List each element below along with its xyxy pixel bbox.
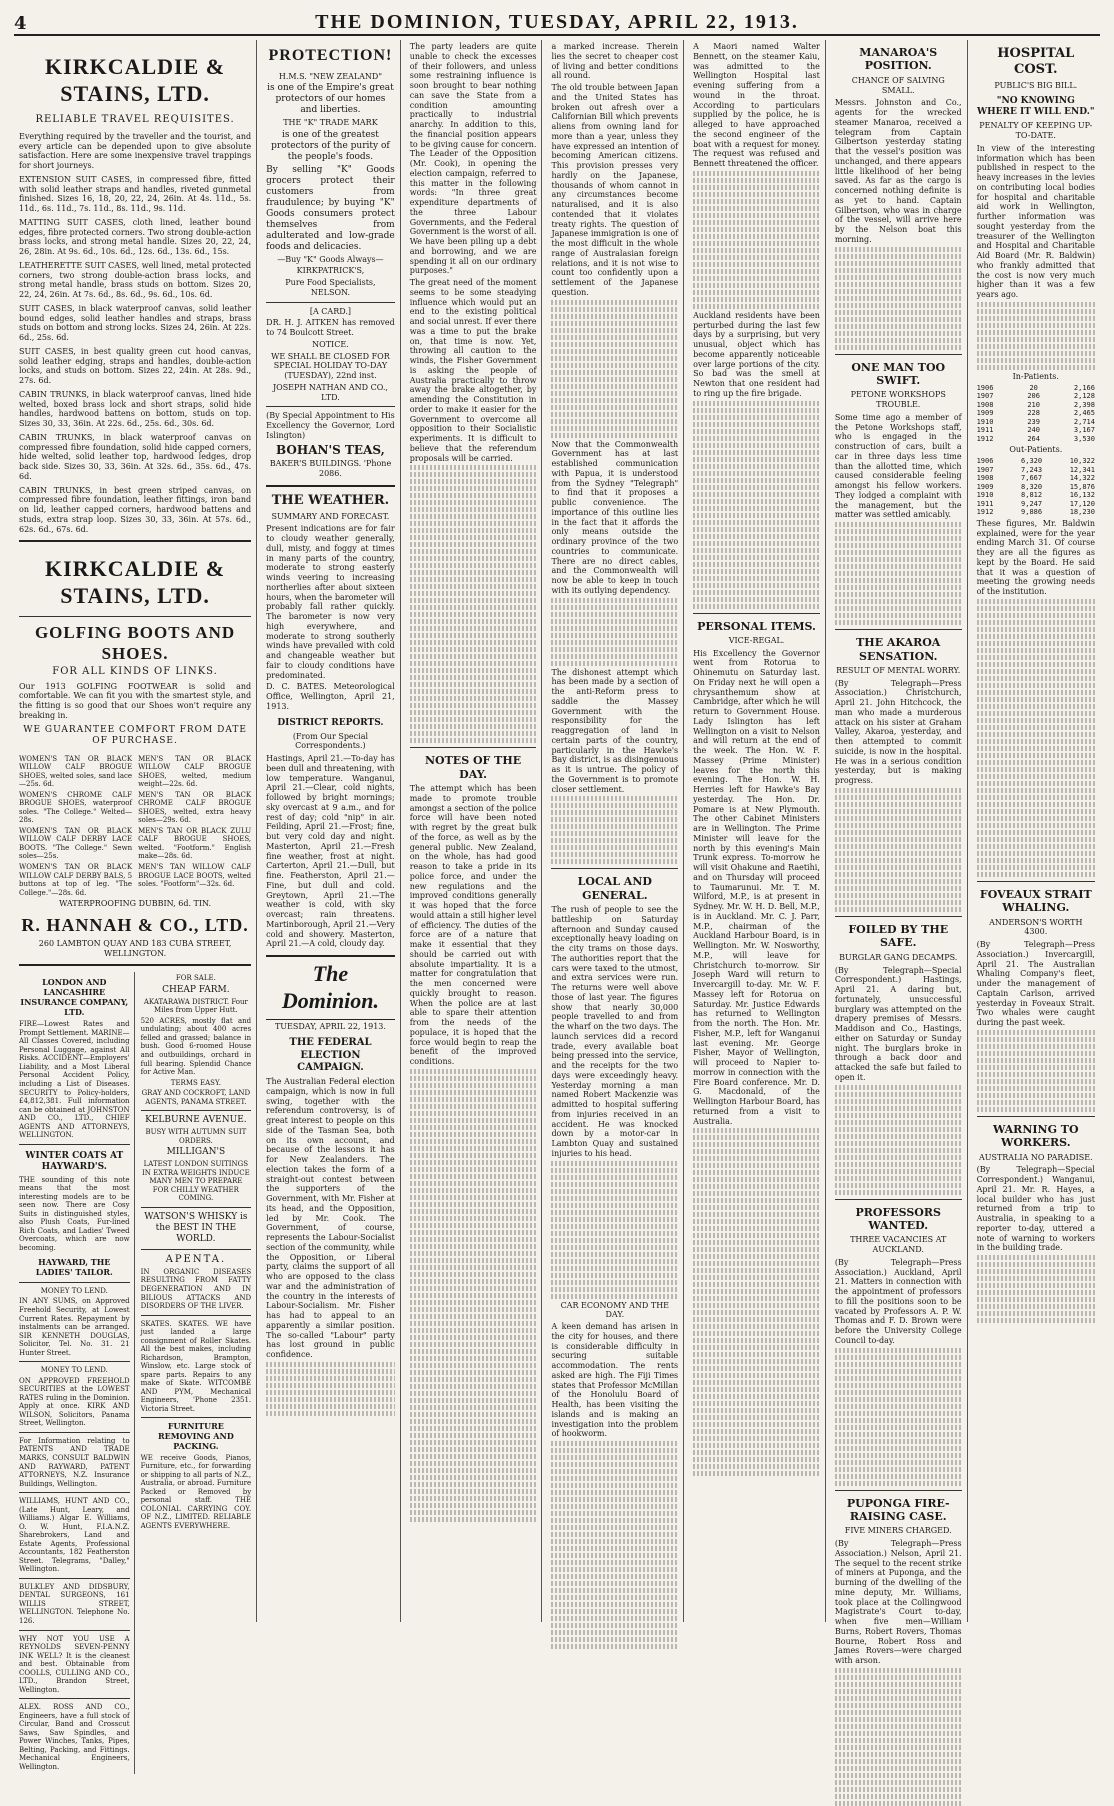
akatarawa: AKATARAWA DISTRICT. Four Miles from Upper Hutt. bbox=[143, 997, 248, 1015]
warning-heading: WARNING TO WORKERS. bbox=[993, 1122, 1079, 1150]
column-5 bbox=[688, 40, 826, 1622]
item: CABIN TRUNKS, in best green striped canvas, on compressed fibre foundation, leather fittings, iron band on lid, leather capped corners, hardwood battens and studs, extra strap loop. Sizes 30, 33, 36in. At 57s. 6d., 62s. 6d., 67s. 6d. bbox=[19, 485, 252, 534]
closed: WE SHALL BE CLOSED FOR SPECIAL HOLIDAY TO-DAY (TUESDAY), 22nd inst. bbox=[271, 351, 390, 381]
kirkpatrick: KIRKPATRICK'S, bbox=[296, 266, 365, 276]
apenta-heading: APENTA. bbox=[165, 1253, 227, 1265]
professors-heading: PROFESSORS WANTED. bbox=[855, 1205, 941, 1232]
foveaux-body: (By Telegraph—Press Association.) Invercargill, April 21. The Australian Whaling Company's fleet, under the management of Captain Carlson, arrived yesterday in Foveaux Strait. Two whales were caught during the past week. bbox=[976, 940, 1095, 1028]
table-row: 1911 240 3,167 bbox=[976, 426, 1095, 435]
article-text: A Maori named Walter Bennett, on the steamer Kaiu, was admitted to the Wellington Hospital last evening suffering from a wound in the throat. According to particulars supplied by the police, he is alleged to have approached the second engineer of the boat with a request for money. The request was refused and Bennett threatened the officer. bbox=[693, 42, 820, 168]
ship-name: H.M.S. "NEW ZEALAND" bbox=[278, 71, 383, 81]
warning-body: (By Telegraph—Special Correspondent.) Wanganui, April 21. Mr. R. Hayes, a local builder who has just returned from a trip to Australia, in speaking to a reporter to-day, uttered a note of warning to workers in the building trade. bbox=[976, 1165, 1095, 1253]
professors-body: (By Telegraph—Press Association.) Auckland, April 21. Matters in connection with the appointment of professors to fill the positions soon to be vacated by Professors A. P. W. Thomas and F. D. Brown were before the University College Council to-day. bbox=[834, 1257, 962, 1345]
weather-signature: D. C. BATES. Meteorological Office, Wellington, April 21, 1913. bbox=[266, 682, 395, 711]
hannah-title: R. HANNAH & CO., LTD. bbox=[21, 914, 249, 935]
bulkley: BULKLEY AND DIDSBURY, DENTAL SURGEONS, 161 WILLIS STREET, WELLINGTON. Telephone No. 126. bbox=[19, 1582, 130, 1626]
money-body: IN ANY SUMS, on Approved Freehold Security, at Lowest Current Rates. Repayment by instalments can be arranged. SIR KENNETH DOUGLAS, Solicitor, Tel. No. 31. 21 Hunter Street. bbox=[19, 1297, 130, 1357]
golf-intro: Our 1913 GOLFING FOOTWEAR is solid and comfortable. We can fit you with the smartest style, and the fitting is so good that our Shoes won't require any breaking in. bbox=[19, 681, 252, 720]
fiji-body: A keen demand has arisen in the city for houses, and there is considerable difficulty in securing suitable accommodation. The rents asked are high. The Fiji Times states that Professor McMillan of the Honolulu Board of Health, has been visiting the islands and is making an investigation into the problem of hookworm. bbox=[551, 1322, 679, 1439]
table-row: 1907 206 2,128 bbox=[976, 392, 1095, 401]
inpatients-table bbox=[977, 384, 1095, 444]
kirkpatrick-sub: Pure Food Specialists, NELSON. bbox=[285, 278, 376, 297]
foiled-body: (By Telegraph—Special Correspondent.) Hastings, April 21. A daring but, fortunately, unsuccessful burglary was attempted on the drapery premises of Messrs. Maddison and Co., Hastings, either on Saturday or Sunday night. The burglars broke in through a back door and attacked the safe but failed to open it. bbox=[834, 965, 962, 1082]
ad-column bbox=[14, 40, 257, 1771]
k-body: By selling "K" Goods grocers protect their customers from fraudulence; by buying "K" Goods consumers protect themselves from adulterated and low-grade foods and delicacies. bbox=[266, 164, 395, 252]
hospital-body: In view of the interesting information which has been published in respect to the heavy increases in the levies on contributing local bodies for hospital and charitable aid work in Wellington, further information was sought yesterday from the treasurer of the Wellington and Hospital and Charitable Aid Board (Mr. R. Baldwin) who frankly admitted that the cost is now very much higher than it was a few years ago. bbox=[976, 143, 1095, 300]
table-row: 1912 264 3,530 bbox=[976, 434, 1095, 443]
shoe-item: WOMEN'S TAN OR BLACK WILLOW CALF BROGUE SHOES, welted soles, sand lace—25s. 6d. bbox=[19, 754, 133, 789]
winter-coats-body: THE sounding of this note means that the most interesting models are to be seen now. There are Cosy Suits in distinguished styles, also Plush Coats, Fur-lined Rich Coats, and Ladies' Tweed Overcoats, which are now becoming. bbox=[19, 1175, 130, 1252]
district-subheading: (From Our Special Correspondents.) bbox=[292, 731, 369, 751]
gray-cockroft: GRAY AND COCKROFT, LAND AGENTS, PANAMA STREET. bbox=[141, 1089, 251, 1106]
hospital-quote: "NO KNOWING WHERE IT WILL END." bbox=[977, 96, 1095, 118]
insurance-heading: LONDON AND LANCASHIRE INSURANCE COMPANY, LTD. bbox=[20, 977, 129, 1017]
federal-body: The Australian Federal election campaign, which is now in full swing, together with the referendum controversy, is of great interest to people on this side of the Tasman Sea, both on its own account, and because of the lessons it has for New Zealanders. The election takes the form of a straight-out contest between the supporters of the Government, with Mr. Fisher at its head, and the Opposition, led by Mr. Cook. The Government, of course, represents the Labour-Socialist section of the community, while the Opposition, or Liberal party, claims the support of all who are opposed to the class war and the administration of the country in the interests of Labour-Socialism. Mr. Fisher has had to appeal to an apparently a similar position. The so-called "Labour" party has lost ground in public confidence. bbox=[266, 1077, 395, 1359]
table-row: 1908 7,667 14,322 bbox=[976, 474, 1095, 483]
table-row: 1911 9,247 17,120 bbox=[976, 499, 1095, 508]
notice: NOTICE. bbox=[312, 339, 349, 349]
bohan-sub: BAKER'S BUILDINGS. 'Phone 2086. bbox=[269, 459, 392, 478]
puponga-subheading: FIVE MINERS CHARGED. bbox=[844, 1526, 952, 1536]
outpatients-table bbox=[977, 457, 1095, 517]
item: LEATHERETTE SUIT CASES, well lined, metal protected corners, two strong double-action brass locks, and strong metal handle, brass studs on bottom. Sizes 20, 22, 24, 26in. At 7s. 6d., 8s. 6d., 9s. 6d., 10s. 6d. bbox=[19, 260, 252, 300]
vice-regal: VICE-REGAL. bbox=[728, 635, 785, 645]
column-3 bbox=[405, 40, 543, 1622]
golf-subheading: FOR ALL KINDS OF LINKS. bbox=[52, 666, 218, 678]
page-number: 4 bbox=[14, 13, 27, 34]
dominion-date: TUESDAY, APRIL 22, 1913. bbox=[274, 1021, 386, 1031]
small-ads bbox=[19, 972, 251, 1773]
hospital-body-2: These figures, Mr. Baldwin explained, were for the year ending March 31. Of course they are all the figures as kept by the Board. He said that it was a question of meeting the growing needs of the institution. bbox=[976, 518, 1095, 597]
item: SUIT CASES, in black waterproof canvas, solid leather bound edges, solid leather handles and straps, brass studs on bottom and strong locks. Sizes 24, 26in. At 22s. 6d., 25s. 6d. bbox=[19, 303, 252, 343]
table-row: 1910 239 2,714 bbox=[976, 417, 1095, 426]
columns bbox=[14, 40, 1100, 1771]
swift-heading: ONE MAN TOO SWIFT. bbox=[851, 360, 946, 387]
puponga-body: (By Telegraph—Press Association.) Nelson, April 21. The sequel to the recent strike of miners at Puponga, and the burning of the dwelling of the mine deputy, Mr. Williams, took place at the Collingwood Magistrate's Court to-day, when five men—William Burns, Robert Rovers, Thomas Bourne, Robert Ross and James Rovers—were charged with arson. bbox=[834, 1539, 962, 1666]
item: CABIN TRUNKS, in black waterproof canvas on compressed fibre foundation, solid hide capped corners, hide welted, solid leather top, hardwood ledges, drop back side. Sizes 30, 33, 36in. At 32s. 6d., 35s. 6d., 47s. 6d. bbox=[19, 432, 252, 481]
akaroa-heading: THE AKAROA SENSATION. bbox=[856, 636, 941, 663]
newspaper-title: THE DOMINION, TUESDAY, APRIL 22, 1913. bbox=[315, 11, 799, 33]
shoe-item: MEN'S TAN OR BLACK ZULU CALF BROGUE SHOES, welted. "Footform." English make—28s. 6d. bbox=[138, 826, 252, 861]
article-text: Now that the Commonwealth Government has at last established communication with Papua, it is understood from the Sydney "Telegraph" to find that it proposes a public convenience. The importance of this outline lies in the fact that it affords the only means outside the ordinary province of the two countries to communicate. There are no direct cables, and the Commonwealth will now be able to keep in touch with its outlying dependency. bbox=[551, 439, 679, 595]
item: SUIT CASES, in best quality green cut hood canvas, solid leather edging, straps and handles, double-action locks, and studs on bottom. Sizes 22, 24in. At 28s. 9d., 27s. 6d. bbox=[19, 346, 252, 386]
manaroa-subheading: CHANCE OF SALVING SMALL. bbox=[851, 75, 945, 95]
bohan: BOHAN'S TEAS, bbox=[276, 442, 385, 457]
outpatients-heading: Out-Patients. bbox=[1009, 445, 1063, 455]
inpatients-heading: In-Patients. bbox=[1012, 371, 1059, 381]
professors-subheading: THREE VACANCIES AT AUCKLAND. bbox=[850, 1235, 947, 1255]
table-row: 1908 210 2,398 bbox=[976, 400, 1095, 409]
terms: TERMS EASY. bbox=[170, 1078, 221, 1087]
busy: BUSY WITH AUTUMN SUIT ORDERS. bbox=[145, 1128, 247, 1145]
card: [A CARD.] bbox=[309, 306, 352, 316]
item: EXTENSION SUIT CASES, in compressed fibre, fitted with solid leather straps and handles, riveted gunmetal finished. Sizes 16, 18, 20, 22, 24, 26in. At 4s. 11d., 5s. 11d., 6s. 11d., 7s. 11d., 8s. 11d., 9s. 11d. bbox=[19, 174, 252, 214]
table-row: 1910 8,812 16,132 bbox=[976, 491, 1095, 500]
foveaux-heading: FOVEAUX STRAIT WHALING. bbox=[979, 887, 1092, 915]
swift-body: Some time ago a member of the Petone Workshops staff, who is engaged in the construction of cars, built a car in three days less time than the allotted time, which caused considerable feeling amongst his fellow workers. They lodged a complaint with the management, but the matter was settled amicably. bbox=[834, 412, 962, 520]
for-sale: FOR SALE. bbox=[175, 974, 216, 983]
trade-mark-body: is one of the greatest protectors of the purity of the people's foods. bbox=[271, 129, 390, 162]
williams: WILLIAMS, HUNT AND CO., (Late Hunt, Leary, and Williams.) Algar E. Williams, O. W. Hunt, F.I.A.N.Z. Sharebrokers, Land and Estate Agents, Professional Accountants, 182 Featherston Street. Telegrams, "Dalley," Wellington. bbox=[19, 1497, 130, 1574]
notes-body: The attempt which has been made to promote trouble amongst a section of the police force will have been noted with regret by the great bulk of the force, as well as by the general public. New Zealand, on the whole, has had good reason to take a pride in its police force, and under the new regulations and the improved conditions generally it was hoped that the force would attain a still higher level of efficiency. The duties of the force are of a nature that make it essential that they should be carried out with absolute impartiality. It is a matter for congratulation that the men concerned were quickly brought to reason. When the police are at last able to spare their attention from the needs of the populace, it is hoped that the force would begin to reap the benefit of the improved conditions. bbox=[409, 784, 537, 1067]
shoe-item: WOMEN'S TAN OR BLACK WILLOW CALF DERBY LACE BOOTS. "The College." Sewn soles—25s. bbox=[19, 826, 133, 861]
table-row: 1912 9,886 18,230 bbox=[976, 508, 1095, 517]
dubbin: WATERPROOFING DUBBIN, 6d. TIN. bbox=[59, 899, 212, 909]
akaroa-subheading: RESULT OF MENTAL WORRY. bbox=[836, 665, 961, 675]
fiji-heading: CAR ECONOMY AND THE DAY. bbox=[560, 1300, 670, 1320]
milligan: MILLIGAN'S bbox=[166, 1147, 226, 1158]
shoe-item: MEN'S TAN OR BLACK WILLOW CALF BROGUE SHOES, welted, medium weight—22s. 6d. bbox=[138, 754, 252, 789]
article-text: a marked increase. Therein lies the secret to cheaper cost of living and better conditions all round. bbox=[551, 42, 679, 81]
buy-k: —Buy "K" Goods Always— bbox=[277, 254, 384, 264]
kelburne: KELBURNE AVENUE. bbox=[145, 1115, 247, 1126]
district-body: Hastings, April 21.—To-day has been dull and threatening, with low temperature. Wanganui, April 21.—Clear, cold nights, followed by bright mornings; sky overcast at 9 a.m., and for rest of day; cold "nip" in air. Feilding, April 21.—Frost; fine, but very cold day and night. Masterton, April 21.—Fresh fine weather, frost at night. Carterton, April 21.—Dull, but fine. Featherston, April 21.—Fine, but dull and cold. Greytown, April 21.—The weather is cold, with sky overcast; rain threatens. Martinborough, April 21.—Very cold and showery. Masterton, April 21.—A cold, cloudy day. bbox=[266, 754, 395, 949]
latest: LATEST LONDON SUITINGS IN EXTRA WEIGHTS INDUCE MANY MEN TO PREPARE FOR CHILLY WEATHER COMING. bbox=[141, 1160, 250, 1203]
swift-subheading: PETONE WORKSHOPS TROUBLE. bbox=[850, 390, 946, 410]
weather-body: Present indications are for fair to cloudy weather generally, dull, misty, and foggy at times in many parts of the country, moderate to strong easterly winds veering to increasing northerlies after about sixteen hours, when the barometer will probably fall rather quickly. The barometer is now very high everywhere, and moderate to strong southerly winds have prevailed with cold and changeable weather but fair to cloudy conditions have predominated. bbox=[266, 524, 395, 680]
table-row: 1909 228 2,465 bbox=[976, 409, 1095, 418]
hospital-penalty: PENALTY OF KEEPING UP-TO-DATE. bbox=[979, 121, 1093, 141]
hannah-city: WELLINGTON. bbox=[103, 948, 167, 958]
kirkcaldie-title-2: KIRKCALDIE & STAINS, LTD. bbox=[45, 556, 226, 609]
weather-subheading: SUMMARY AND FORECAST. bbox=[271, 511, 390, 521]
winter-coats-heading: WINTER COATS AT HAYWARD'S. bbox=[25, 1150, 124, 1172]
article-text: The party leaders are quite unable to check the excesses of their followers, and unless some restraining influence is soon brought to bear nothing can save the State from a condition amounting practically to industrial anarchy. In addition to this, the financial position appears to be giving cause for concern. The Leader of the Opposition (Mr. Cook), in opening the election campaign, referred to this matter in the following words: "In three great expenditure departments of the three Labour Governments, and the Federal Government is the worst of all. We have been piling up a debt and borrowing, and we are spending it all on our ordinary purposes." bbox=[409, 42, 537, 276]
money-heading: MONEY TO LEND. bbox=[40, 1286, 108, 1295]
aitken: DR. H. J. AITKEN has removed to 74 Boulcott Street. bbox=[266, 318, 395, 338]
article-text: Auckland residents have been perturbed during the last few days by a surprising, but very unusual, object which has become apparently noticeable over large portions of the city. So bad was the smell at Newton that one resident had to ring up the fire brigade. bbox=[693, 310, 820, 398]
federal-heading: THE FEDERAL ELECTION CAMPAIGN. bbox=[289, 1037, 372, 1073]
article-text: The great need of the moment seems to be some steadying influence which would put an end to the existing political and social unrest. If ever there was a time to put the brake on, that time is now. Yet, throwing all caution to the winds, the Fisher Government is asking the people of Australia practically to throw away the brake altogether, by amending the Constitution in order to make it easier for the Government to overcome all opposition to their Socialistic experiments. It is difficult to believe that the referendum proposals will be carried. bbox=[409, 278, 537, 463]
puponga-heading: PUPONGA FIRE-RAISING CASE. bbox=[846, 1496, 950, 1523]
personal-heading: PERSONAL ITEMS. bbox=[697, 619, 816, 633]
shoe-item: WOMEN'S TAN OR BLACK WILLOW CALF DERBY BALS, 5 buttons at top of leg. "The College."—28s. 6d. bbox=[19, 862, 133, 897]
trade-mark: THE "K" TRADE MARK bbox=[283, 118, 378, 128]
column-2 bbox=[261, 40, 401, 1622]
article-text: The dishonest attempt which has been made by a section of the anti-Reform press to saddle the Massey Government with the responsibility for the reaggregation of land in certain parts of the country, particularly in the Hawke's Bay district, is as disingenuous as it is untrue. The policy of the Government is to promote closer settlement. bbox=[551, 667, 679, 794]
shoe-item: MEN'S TAN OR BLACK CHROME CALF BROGUE SHOES, welted, extra heavy soles—29s. 6d. bbox=[138, 790, 252, 825]
manaroa-heading: MANAROA'S POSITION. bbox=[859, 46, 938, 73]
money-heading-2: MONEY TO LEND. bbox=[40, 1366, 108, 1375]
manaroa-body: Messrs. Johnston and Co., agents for the wrecked steamer Manaroa, received a telegram from Captain Gilbertson yesterday stating that the vessel's position was unchanged, and there appears little likelihood of her being saved. As far as the cargo is concerned nothing definite is as yet to hand. Captain Gilbertson, who was in charge of the vessel, will arrive here by the Nelson boat this morning. bbox=[834, 98, 962, 244]
guarantee: WE GUARANTEE COMFORT FROM DATE OF PURCHASE. bbox=[23, 724, 247, 746]
ross: ALEX. ROSS AND CO., Engineers, have a full stock of Circular, Band and Crosscut Saws, Saw Spindles, and Power Winches, Tanks, Pipes, Belting, Packing, and Fittings. Mechanical Engineers, Wellington. bbox=[19, 1703, 130, 1771]
local-body: The rush of people to see the battleship on Saturday afternoon and Sunday caused exceptionally heavy loading on the city trams on those days. The authorities report that the cars were taxed to the utmost, and extra services were run. The returns were well above those of last year. The figures show that nearly 30,000 people travelled to and from the wharf on the two days. The launch services did a record trade, every available boat being pressed into the service, and the receipts for the two days were exceedingly heavy. Yesterday morning a man named Robert Mackenzie was admitted to hospital suffering from injuries received in an accident. He was knocked down by a motor-car in Lambton Quay and sustained injuries to his head. bbox=[551, 905, 679, 1158]
apenta-body: IN ORGANIC DISEASES RESULTING FROM FATTY DEGENERATION AND IN BILIOUS ATTACKS AND DISORDERS OF THE LIVER. bbox=[140, 1267, 252, 1311]
foiled-heading: FOILED BY THE SAFE. bbox=[848, 922, 949, 950]
hospital-subheading: PUBLIC'S BIG BILL. bbox=[994, 80, 1078, 90]
skates: SKATES. SKATES. WE have just landed a large consignment of Roller Skates. All the best makes, including Richardson, Brampton, Winslow, etc. Large stock of spare parts. Repairs to any make of Skate. WITCOMBE AND PYM, Mechanical Engineers, 'Phone 2351. Victoria Street. bbox=[140, 1319, 252, 1413]
notes-heading: NOTES OF THE DAY. bbox=[424, 754, 522, 781]
ship-body: is one of the Empire's great protectors of our homes and liberties. bbox=[267, 83, 394, 116]
table-row: 1909 8,320 15,876 bbox=[976, 482, 1095, 491]
furniture-body: WE receive Goods, Pianos, Furniture, etc., for forwarding or shipping to all parts of N.Z., Australia, or abroad. Furniture Packed or Removed by personal staff. THE COLONIAL CARRYING COY. OF N.Z., LIMITED. RELIABLE AGENTS EVERYWHERE. bbox=[140, 1453, 252, 1530]
hannah-address: 260 LAMBTON QUAY AND 183 CUBA STREET, bbox=[38, 938, 232, 948]
acres: 520 ACRES, mostly flat and undulating; about 400 acres felled and grassed; balance in bush. Good 6-roomed House and outbuildings, orchard in full bearing. Splendid Chance for Active Man. bbox=[140, 1016, 252, 1077]
shoe-item: WOMEN'S CHROME CALF BROGUE SHOES, waterproof soles. "The College." Welted—28s. bbox=[19, 790, 133, 825]
table-row: 1907 7,243 12,341 bbox=[976, 465, 1095, 474]
district-heading: DISTRICT REPORTS. bbox=[277, 717, 384, 728]
bohan-appointment: (By Special Appointment to His Excellency the Governor, Lord Islington) bbox=[266, 411, 395, 440]
insurance-body: FIRE—Lowest Rates and Prompt Settlement. MARINE—All Classes Covered, including Personal Luggage, against All Risks. ACCIDENT—Employers' Liability, and a Most Liberal Personal Accident Policy, including a List of Diseases. SECURITY to Policy-holders, £4,812,381. Full information can be obtained at JOHNSTON AND CO., LTD., CHIEF AGENTS AND ATTORNEYS, WELLINGTON. bbox=[19, 1020, 130, 1140]
shoe-item: MEN'S TAN WILLOW CALF BROGUE LACE BOOTS, welted soles. "Footform"—32s. 6d. bbox=[138, 862, 252, 889]
cheap-farm: CHEAP FARM. bbox=[162, 984, 230, 995]
money-body-2: ON APPROVED FREEHOLD SECURITIES at the LOWEST RATES ruling in the Dominion. Apply at once. KIRK AND WILSON, Solicitors, Panama Street, Wellington. bbox=[19, 1376, 130, 1428]
ink: WHY NOT YOU USE A REYNOLDS SEVEN-PENNY INK WELL? It is the cleanest and best. Obtainable from COOLLS, CULLING AND CO., LTD., Brandon Street, Wellington. bbox=[19, 1634, 130, 1694]
weather-heading: THE WEATHER. bbox=[271, 492, 390, 508]
nathan: JOSEPH NATHAN AND CO., LTD. bbox=[272, 382, 388, 402]
travel-heading: RELIABLE TRAVEL REQUISITES. bbox=[35, 113, 235, 125]
column-4 bbox=[546, 40, 684, 1622]
column-7 bbox=[972, 40, 1100, 1622]
travel-intro: Everything required by the traveller and the tourist, and every article can be depended upon to give absolute satisfaction. Here are some inexpensive travel trappings for short journeys. bbox=[19, 131, 252, 171]
golf-heading: GOLFING BOOTS AND SHOES. bbox=[34, 623, 236, 663]
protection-heading: PROTECTION! bbox=[268, 47, 393, 64]
hayward: HAYWARD, THE LADIES' TAILOR. bbox=[35, 1257, 113, 1278]
item: MATTING SUIT CASES, cloth lined, leather bound edges, fibre protected corners. Two strong double-action brass locks, and strong metal handle. Sizes 20, 22, 24, 26, 28in. At 9s. 6d., 10s. 6d., 12s. 6d., 13s. 6d., 15s. bbox=[19, 217, 252, 257]
watson: WATSON'S WHISKY is the BEST IN THE WORLD. bbox=[144, 1211, 248, 1244]
masthead bbox=[14, 8, 1100, 36]
local-heading: LOCAL AND GENERAL. bbox=[577, 875, 652, 902]
table-row: 1906 20 2,166 bbox=[976, 383, 1095, 392]
item: CABIN TRUNKS, in black waterproof canvas, lined hide welted, boxed brass lock and short straps, solid hide handles, hardwood battens on bottom, studs on top. Sizes 30, 33, 36in. At 22s. 6d., 25s. 6d., 30s. 6d. bbox=[19, 389, 252, 429]
hospital-heading: HOSPITAL COST. bbox=[997, 46, 1075, 77]
akaroa-body: (By Telegraph—Press Association.) Christchurch, April 21. John Hitchcock, the man who made a murderous attack on his sister at Graham Valley, Akaroa, yesterday, and then attempted to commit suicide, is now in the hospital. He was in a serious condition yesterday, but is making progress. bbox=[834, 678, 962, 786]
personal-body: His Excellency the Governor went from Rotorua to Ohinemutu on Saturday last. On Friday next he will open a chrysanthemum show at Cambridge, after which he will return to Government House. Lady Islington has left Wellington on a visit to Nelson and will return at the end of the week. The Hon. W. F. Massey (Prime Minister) leaves for the north this evening. The Hon. W. H. Herries left for Hawke's Bay yesterday. The Hon. Dr. Pomare is at New Plymouth. The other Cabinet Ministers are in Wellington. The Prime Minister will leave for the north by this evening's Main Trunk express. To-morrow he will visit Ohakune and Raetihi, and on Thursday will proceed to Taumarunui. Mr. T. M. Wilford, M.P., is at present in Sydney. Mr. W. H. D. Bell, M.P., is in Auckland. Mr. C. J. Parr, M.P., chairman of the Auckland Harbour Board, is in Wellington. Mr. W. Nosworthy, M.P., will leave for Christchurch to-morrow. Sir Joseph Ward will return to Invercargill to-day. Mr. W. F. Massey left for Rotorua on Saturday. Mr. Justice Edwards has returned to Wellington from the north. The Hon. Mr. Fisher, M.P., left for Wanganui last evening. Mr. George Fisher, Mayor of Wellington, will proceed to Napier to-morrow in connection with the Fire Board conference. Mr. D. G. Macdonald, of the Wellington Harbour Board, has returned from a visit to Australia. bbox=[693, 648, 820, 1126]
column-6 bbox=[830, 40, 968, 1666]
furniture-heading: FURNITURE REMOVING AND PACKING. bbox=[157, 1421, 234, 1451]
warning-subheading: AUSTRALIA NO PARADISE. bbox=[978, 1152, 1093, 1162]
kirkcaldie-title: KIRKCALDIE & STAINS, LTD. bbox=[45, 54, 226, 106]
table-row: 1906 6,320 10,322 bbox=[976, 457, 1095, 466]
patents: For Information relating to PATENTS AND TRADE MARKS, CONSULT BALDWIN AND RAYWARD, PATENT ATTORNEYS, N.Z. Insurance Buildings, Wellington. bbox=[19, 1436, 130, 1488]
article-text: The old trouble between Japan and the United States has broken out afresh over a Californian Bill which prevents aliens from owning land for more than a year, unless they have expressed an intention of becoming American citizens. This provision presses very hardly on the Japanese, thousands of whom cannot in any circumstances become naturalised, and it is also contended that it violates treaty rights. The question of Japanese immigration is one of the most difficult in the whole range of Australasian foreign relations, and it is not wise to count too confidently upon a settlement of the Japanese question. bbox=[551, 83, 679, 297]
foiled-subheading: BURGLAR GANG DECAMPS. bbox=[839, 952, 958, 962]
dominion-nameplate: The Dominion. bbox=[266, 955, 395, 1020]
shoe-list bbox=[19, 753, 251, 900]
foveaux-subheading: ANDERSON'S WORTH 4300. bbox=[989, 917, 1083, 937]
